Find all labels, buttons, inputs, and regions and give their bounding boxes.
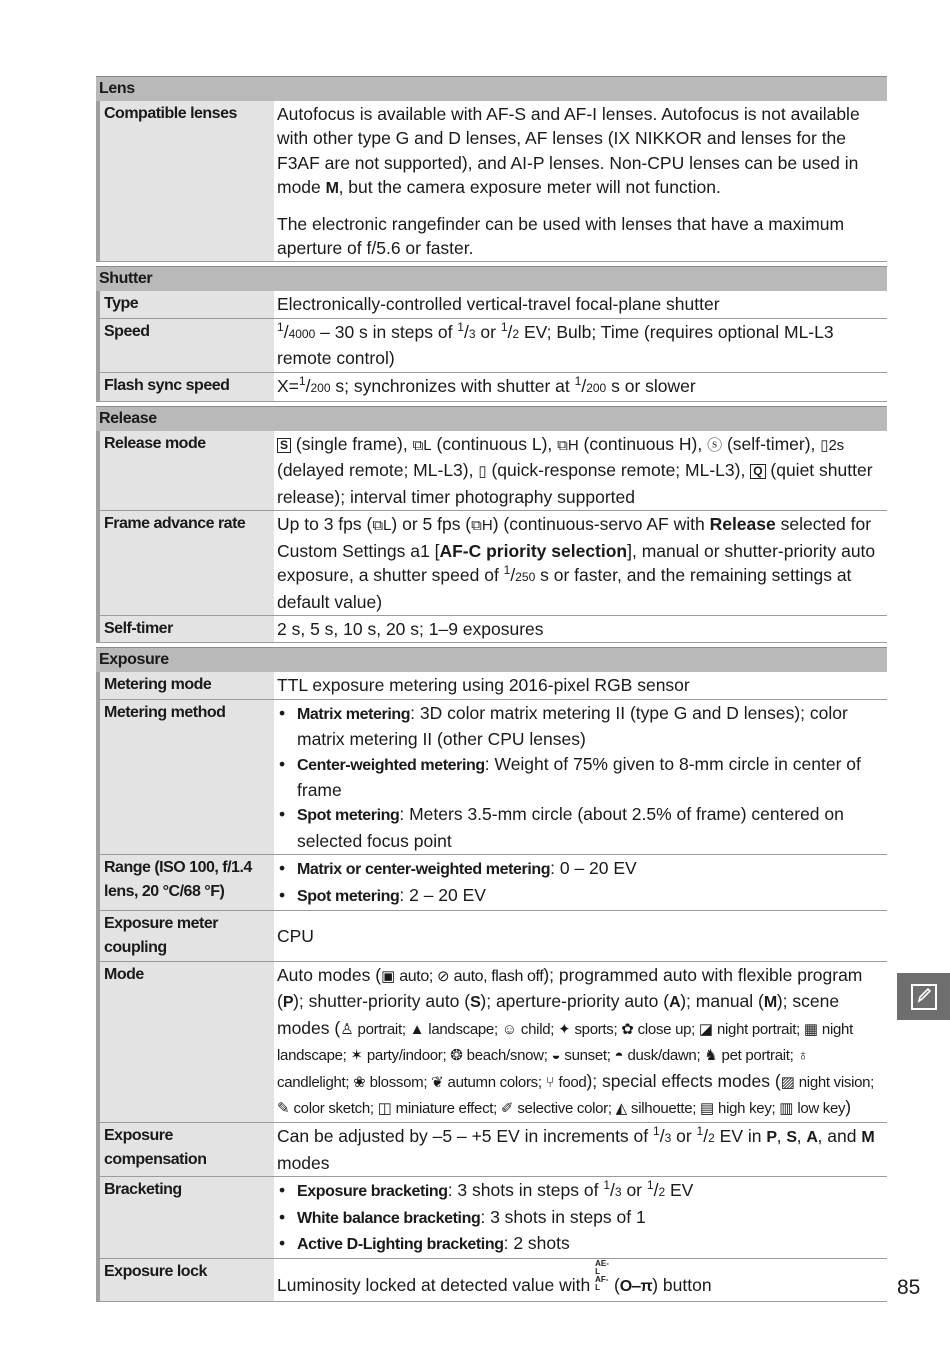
continuous-high-icon: ⧉H	[471, 517, 493, 535]
pencil-note-icon-graphic	[915, 986, 933, 1004]
mode-m: M	[325, 180, 339, 198]
list-item	[277, 802, 883, 853]
row-value	[274, 431, 887, 510]
row-value: Up to 3 fps (⧉L) or 5 fps (⧉H) (continuous-servo AF with Release selected for Custom Settings a1 [AF-C priority selection], manual or shutter-priority auto exposure, a shutter speed of $^1$/250 s or faster, and the remaining settings at default value)	[277, 514, 876, 612]
row-label: Self-timer	[100, 616, 274, 642]
spec-row-metering-method	[100, 700, 887, 855]
text: or	[621, 1180, 647, 1201]
mode-m: M	[861, 1129, 875, 1147]
scene-label: autumn colors;	[443, 1073, 546, 1091]
row-label: Exposure lock	[100, 1259, 274, 1300]
text: , but the camera exposure meter will not function.	[338, 177, 721, 198]
list-item	[277, 856, 883, 882]
text: ) or 5 fps (	[391, 514, 472, 535]
night-portrait-icon: ◪	[698, 1020, 714, 1038]
row-label: Exposure compensation	[100, 1123, 274, 1176]
row-label: Speed	[100, 319, 274, 372]
flash-off-label: auto, flash off	[449, 967, 544, 985]
bullet-list	[277, 701, 883, 853]
item-name: Matrix metering	[297, 705, 411, 723]
row-label: Exposure meter coupling	[100, 911, 274, 961]
scene-label: dusk/dawn;	[623, 1047, 705, 1065]
row-label: Flash sync speed	[100, 373, 274, 401]
spec-row-exposure-compensation	[100, 1123, 887, 1177]
mode-s: S	[786, 1129, 797, 1147]
quick-remote-icon: ▯	[478, 463, 487, 481]
fraction-num: 1	[696, 1124, 704, 1139]
row-value: 2 s, 5 s, 10 s, 20 s; 1–9 exposures	[277, 618, 544, 639]
row-value: X=$^1$/200 s; synchronizes with shutter at $^1$/200 s or slower	[277, 373, 696, 396]
spec-row-range	[100, 855, 887, 911]
item-text: : Weight of 75% given to 8-mm circle in center of frame	[297, 753, 861, 800]
effect-label: low key	[793, 1100, 846, 1117]
row-value	[274, 855, 887, 910]
bullet-list	[277, 856, 883, 909]
landscape-icon: ▲	[409, 1020, 425, 1038]
food-icon: ⑂	[545, 1073, 555, 1091]
auto-mode-icon: ▣	[381, 967, 396, 985]
item-text: : 3D color matrix metering II (type G and D lenses); color matrix metering II (other CPU lenses)	[297, 702, 848, 750]
silhouette-icon: ◭	[615, 1100, 628, 1117]
release-setting: Release	[709, 514, 776, 535]
scene-label: portrait;	[353, 1020, 410, 1038]
list-item	[277, 1205, 883, 1231]
effect-label: high key;	[714, 1100, 780, 1117]
row-value: Electronically-controlled vertical-travel focal-plane shutter	[277, 294, 720, 315]
continuous-low-icon: ⧉L	[412, 437, 432, 455]
spec-row-flash-sync	[100, 373, 887, 402]
pet-portrait-icon: ♞	[704, 1047, 718, 1065]
autumn-colors-icon: ❦	[431, 1073, 444, 1091]
text: – 30 s in steps of	[315, 321, 458, 342]
fraction-num: 1	[603, 1178, 611, 1193]
text: EV; Bulb; Time (requires optional ML-L3 remote control)	[277, 321, 834, 369]
text: ); programmed auto with flexible program (	[277, 964, 863, 1012]
row-label: Mode	[100, 962, 274, 1122]
row-value: Can be adjusted by –5 – +5 EV in increments of $^1$/3 or $^1$/2 EV in P, S, A, and M modes	[277, 1124, 875, 1173]
night-landscape-icon: ▦	[803, 1020, 819, 1038]
row-label: Frame advance rate	[100, 511, 274, 615]
row-value	[274, 700, 887, 854]
child-icon: ☺	[501, 1020, 518, 1038]
text: ,	[776, 1126, 787, 1147]
spec-row-self-timer	[100, 616, 887, 643]
item-name: Active D-Lighting bracketing	[297, 1236, 504, 1254]
row-label: Release mode	[100, 431, 274, 510]
fraction-num: 1	[457, 319, 464, 334]
item-name: Matrix or center-weighted metering	[297, 861, 551, 879]
text: Can be adjusted by –5 – +5 EV in increments of	[277, 1126, 653, 1147]
item-name: Spot metering	[297, 887, 400, 905]
text: ], manual or shutter-priority auto exposure, a shutter speed of	[277, 540, 876, 586]
fraction-den: 200	[586, 380, 607, 395]
text: , and	[817, 1126, 862, 1147]
fraction-num: 1	[646, 1178, 654, 1193]
fraction-num: 1	[277, 319, 284, 334]
party-indoor-icon: ✶	[350, 1047, 363, 1065]
scene-label: sports;	[570, 1020, 622, 1038]
effect-label: silhouette;	[627, 1100, 700, 1117]
effect-label: night vision;	[794, 1073, 875, 1091]
item-text: : 3 shots in steps of	[447, 1180, 604, 1201]
mode-p: P	[282, 994, 294, 1012]
section-lens-rows	[96, 101, 887, 262]
fraction-den: 3	[468, 326, 476, 341]
text: Up to 3 fps (	[277, 514, 373, 535]
text: (quiet shutter release); interval timer photography supported	[277, 460, 873, 507]
text: Autofocus is available with AF-S and AF-I lenses. Autofocus is not available with other type G and D lenses, AF lenses (IX NIKKOR and lenses for the F3AF are not supported), and AI-P lenses. Non-CPU lenses can be used in mode	[277, 104, 860, 198]
single-frame-icon: S	[277, 438, 291, 453]
list-item	[277, 752, 883, 803]
scene-label: candlelight;	[277, 1073, 354, 1091]
scene-label: night landscape;	[277, 1020, 853, 1065]
remote-icon: ▯	[820, 437, 829, 455]
text: (continuous L),	[431, 434, 558, 455]
section-header-shutter: Shutter	[96, 266, 887, 291]
item-text: : 2 shots	[503, 1233, 570, 1254]
color-sketch-icon: ✎	[277, 1100, 290, 1117]
mode-a: A	[806, 1129, 818, 1147]
section-shutter-rows	[96, 291, 887, 402]
spec-row-speed	[100, 319, 887, 373]
item-name: Exposure bracketing	[297, 1183, 448, 1201]
text: (quick-response remote; ML-L3),	[486, 460, 751, 481]
spec-row-release-mode	[100, 431, 887, 511]
fraction-den: 250	[515, 570, 536, 585]
quiet-release-icon: Q	[750, 464, 765, 479]
low-key-icon: ▥	[779, 1100, 794, 1117]
list-item	[277, 701, 883, 752]
text: ); aperture-priority auto (	[480, 991, 670, 1012]
fraction-num: 1	[298, 373, 306, 388]
continuous-high-icon: ⧉H	[557, 437, 579, 455]
section-header-exposure: Exposure	[96, 647, 887, 672]
spec-row-compatible-lenses	[100, 101, 887, 262]
text: or	[671, 1126, 697, 1147]
fraction-den: 200	[310, 380, 331, 395]
mode-m: M	[763, 994, 777, 1012]
text: Auto modes (	[277, 964, 382, 985]
spec-row-mode	[100, 962, 887, 1123]
text: ); scene modes (	[277, 991, 840, 1038]
fraction-den: 4000	[288, 326, 316, 341]
continuous-low-icon: ⧉L	[372, 517, 392, 535]
row-value: $^1$/4000 – 30 s in steps of $^1$/3 or $^1$/2 EV; Bulb; Time (requires optional ML-L3 remote control)	[277, 319, 834, 369]
text: (	[609, 1275, 620, 1296]
portrait-icon: ♙	[340, 1020, 354, 1038]
text: (single frame),	[291, 434, 413, 455]
list-item	[277, 883, 883, 909]
blossom-icon: ❀	[353, 1073, 366, 1091]
text: (self-timer),	[722, 434, 821, 455]
key-icon: O‒π	[619, 1278, 653, 1296]
spec-row-type	[100, 291, 887, 318]
text: (continuous H),	[578, 434, 708, 455]
text: s; synchronizes with shutter at	[330, 375, 575, 396]
text: (delayed remote; ML-L3),	[277, 460, 479, 481]
flash-off-icon: ⊘	[436, 967, 450, 985]
chapter-tab	[897, 973, 950, 1020]
row-value	[274, 1177, 887, 1258]
scene-label: sunset;	[560, 1047, 615, 1065]
text: ); shutter-priority auto (	[293, 991, 471, 1012]
sports-icon: ✦	[558, 1020, 571, 1038]
text: ) button	[652, 1275, 712, 1296]
item-text: : Meters 3.5-mm circle (about 2.5% of frame) centered on selected focus point	[297, 804, 844, 851]
text: or	[475, 321, 501, 342]
effect-label: selective color;	[513, 1100, 616, 1117]
scene-label: close up;	[633, 1020, 699, 1038]
sunset-icon: ◒	[551, 1047, 561, 1065]
candlelight-icon: ♁	[797, 1047, 809, 1065]
mode-p: P	[766, 1129, 777, 1147]
remote-2s-label: 2s	[828, 437, 844, 455]
list-item: • Exposure bracketing: 3 shots in steps of $^1$/3 or $^1$/2 EV	[277, 1178, 883, 1204]
scene-label: pet portrait;	[717, 1047, 798, 1065]
row-label: Metering method	[100, 700, 274, 854]
night-vision-icon: ▨	[780, 1073, 795, 1091]
spec-row-frame-advance	[100, 511, 887, 616]
auto-label: auto;	[395, 967, 437, 985]
text: modes	[277, 1152, 330, 1173]
rangefinder-note: The electronic rangefinder can be used with lenses that have a maximum aperture of f/5.6 or faster.	[277, 213, 845, 259]
row-value	[274, 101, 887, 261]
text: ,	[796, 1126, 807, 1147]
scene-label: party/indoor;	[363, 1047, 451, 1065]
ae-l-af-l-icon: AE-L AF-L	[595, 1259, 609, 1293]
fraction-den: 2	[658, 1185, 666, 1200]
scene-label: landscape;	[424, 1020, 502, 1038]
text: s or slower	[606, 375, 696, 396]
mode-s: S	[470, 994, 481, 1012]
section-header-release: Release	[96, 406, 887, 431]
text: Luminosity locked at detected value with	[277, 1275, 596, 1296]
item-text: : 0 – 20 EV	[550, 858, 637, 879]
close-up-icon: ✿	[621, 1020, 634, 1038]
scene-label: food	[554, 1073, 587, 1091]
text: s or faster, and the remaining settings at default value)	[277, 565, 852, 612]
section-exposure-rows	[96, 672, 887, 1302]
page-number: 85	[897, 1276, 921, 1299]
spec-row-bracketing	[100, 1177, 887, 1259]
spec-row-meter-coupling	[100, 911, 887, 962]
dusk-dawn-icon: ◓	[614, 1047, 624, 1065]
text: ); special effects modes (	[586, 1070, 781, 1091]
fraction-num: 1	[503, 563, 511, 578]
scene-label: child;	[517, 1020, 558, 1038]
item-text: : 3 shots in steps of 1	[480, 1206, 646, 1227]
mode-a: A	[669, 994, 681, 1012]
beach-snow-icon: ❂	[450, 1047, 463, 1065]
row-label: Range (ISO 100, f/1.4 lens, 20 °C/68 °F)	[100, 855, 274, 910]
fraction-den: 3	[614, 1185, 622, 1200]
section-release-rows	[96, 431, 887, 643]
item-name: Center-weighted metering	[297, 756, 485, 774]
spec-row-metering-mode	[100, 672, 887, 699]
scene-label: beach/snow;	[462, 1047, 552, 1065]
effect-label: miniature effect;	[391, 1100, 501, 1117]
miniature-effect-icon: ◫	[377, 1100, 392, 1117]
fraction-num: 1	[653, 1124, 660, 1139]
fraction-num: 1	[574, 373, 582, 388]
text: X=	[277, 375, 299, 396]
text: ) (continuous-servo AF with	[492, 514, 710, 535]
row-value	[274, 1259, 887, 1300]
high-key-icon: ▤	[700, 1100, 715, 1117]
row-value: TTL exposure metering using 2016-pixel RGB sensor	[277, 675, 690, 696]
text: EV	[665, 1180, 694, 1201]
selective-color-icon: ✐	[500, 1100, 514, 1117]
fraction-den: 3	[664, 1131, 672, 1146]
section-header-lens: Lens	[96, 76, 887, 101]
text: ); manual (	[680, 991, 764, 1012]
row-label: Type	[100, 291, 274, 317]
fraction-num: 1	[500, 319, 508, 334]
item-text: : 2 – 20 EV	[399, 884, 486, 905]
pencil-note-icon	[911, 984, 937, 1010]
item-name: Spot metering	[297, 807, 400, 825]
text: )	[845, 1097, 852, 1117]
spec-table	[96, 76, 887, 1302]
item-name: White balance bracketing	[297, 1209, 481, 1227]
scene-label: blossom;	[365, 1073, 432, 1091]
row-value: CPU	[277, 925, 314, 946]
self-timer-icon: ⓢ	[707, 437, 723, 455]
row-label: Compatible lenses	[100, 101, 274, 261]
row-value	[274, 962, 887, 1122]
row-label: Bracketing	[100, 1177, 274, 1258]
fraction-den: 2	[708, 1131, 715, 1146]
scene-label: night portrait;	[713, 1020, 804, 1038]
fraction-den: 2	[512, 326, 520, 341]
list-item	[277, 1231, 883, 1257]
effect-label: color sketch;	[289, 1100, 378, 1117]
row-label: Metering mode	[100, 672, 274, 698]
text: EV in	[714, 1126, 767, 1147]
spec-row-exposure-lock	[100, 1259, 887, 1301]
bullet-list	[277, 1178, 883, 1257]
afc-priority-setting: AF-C priority selection	[439, 540, 628, 561]
text: selected for Custom Settings a1 [	[277, 514, 872, 561]
